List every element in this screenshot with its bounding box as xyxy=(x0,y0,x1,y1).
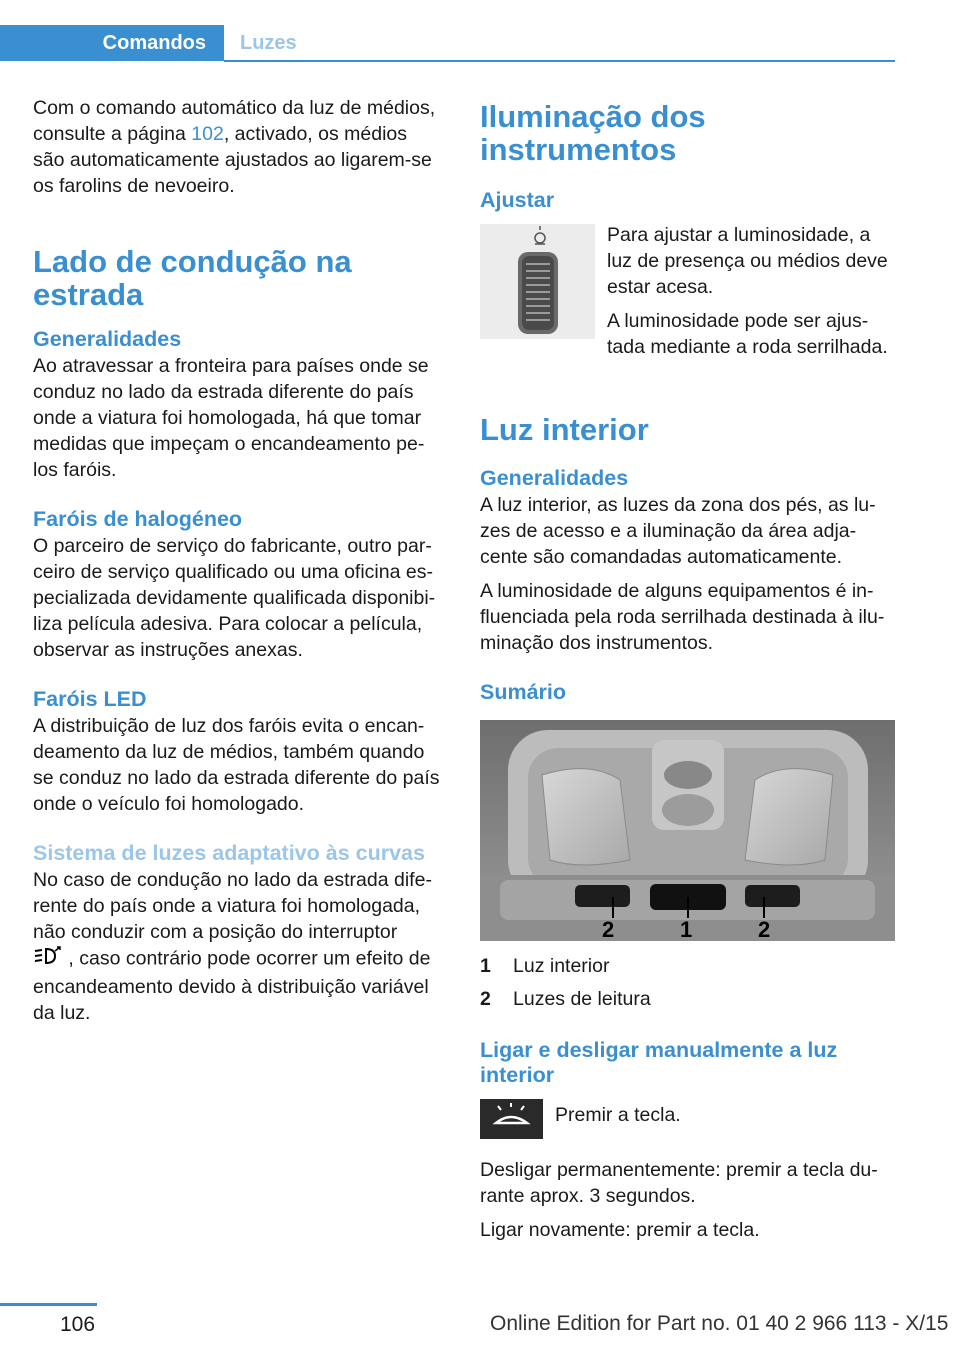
subheading-halogen: Faróis de halogéneo xyxy=(33,507,243,531)
subheading-generalidades: Generalidades xyxy=(33,327,182,351)
tab-comandos[interactable]: Comandos xyxy=(0,25,224,61)
adjust-block xyxy=(480,222,895,371)
left-column xyxy=(33,95,441,1037)
page-number: 106 xyxy=(60,1313,96,1336)
callout-right: 2 xyxy=(758,917,771,942)
manual-step xyxy=(480,1102,895,1139)
callout-center: 1 xyxy=(680,917,693,942)
header-tabs xyxy=(0,25,895,61)
subheading-ajustar: Ajustar xyxy=(480,188,555,212)
subheading-adaptive: Sistema de luzes adaptativo às curvas xyxy=(33,841,425,865)
intro-paragraph: Com o comando automático da luz de médios, consulte a página 102, activado, os médios são automaticamente ajustados ao ligarem-se os farolins de nevoeiro. xyxy=(33,97,436,197)
subheading-sumario: Sumário xyxy=(480,680,567,704)
section-heading-instruments: Iluminação dos instrumentos xyxy=(480,99,706,167)
page-link[interactable]: 102 xyxy=(191,123,224,145)
callout-left: 2 xyxy=(602,917,615,942)
header-rule xyxy=(224,60,895,62)
paragraph-generalidades: Ao atravessar a fronteira para países onde se conduz no lado da estrada diferente do país onde a viatura foi homologada, há que tomar medidas que impeçam o encandeamento pe‐los faróis. xyxy=(33,355,429,481)
interior-paragraph-1: A luz interior, as luzes da zona dos pés, as lu‐zes de acesso e a iluminação da área adja‐cente são comandadas automaticamente. xyxy=(480,494,876,568)
interior-paragraph-2: A luminosidade de alguns equipamentos é in‐fluenciada pela roda serrilhada destinada à ilu‐minação dos instrumentos. xyxy=(480,580,885,654)
footer-rule xyxy=(0,1303,97,1306)
adjust-paragraph-1: Para ajustar a luminosidade, a luz de presença ou médios deve estar acesa. xyxy=(607,224,888,298)
subheading-manual: Ligar e desligar manualmente a luz interior xyxy=(480,1038,838,1087)
edition-text: Online Edition for Part no. 01 40 2 966 113 - X/15 xyxy=(490,1312,949,1335)
off-paragraph: Desligar permanentemente: premir a tecla du‐rante aprox. 3 segundos. xyxy=(480,1159,878,1207)
adaptive-light-icon xyxy=(33,945,63,974)
tab-luzes[interactable]: Luzes xyxy=(240,32,297,54)
paragraph-adaptive: No caso de condução no lado da estrada dife‐rente do país onde a viatura foi homologada, não conduzir com a posição do interruptor , caso contrário pode ocorrer um efeito de encandeamento devido à distribuição variável da luz. xyxy=(33,869,432,1024)
subheading-led: Faróis LED xyxy=(33,687,147,711)
interior-light-button-icon xyxy=(480,1099,543,1139)
paragraph-halogen: O parceiro de serviço do fabricante, outro par‐ceiro de serviço qualificado ou uma oficina es‐pecializada devidamente qualificada disponibi‐liza película adesiva. Para colocar a película, observar as instruções anexas. xyxy=(33,535,436,661)
dimmer-wheel-image xyxy=(480,224,595,339)
legend-item: 1 Luz interior xyxy=(480,955,610,977)
manual-step-text: Premir a tecla. xyxy=(555,1104,681,1126)
section-heading-driving-side: Lado de condução na estrada xyxy=(33,244,352,312)
legend-item: 2 Luzes de leitura xyxy=(480,988,651,1010)
legend xyxy=(480,953,895,1012)
overhead-console-image xyxy=(480,720,895,941)
paragraph-led: A distribuição de luz dos faróis evita o encan‐deamento da luz de médios, também quando se conduz no lado da estrada diferente do país onde o veículo foi homologado. xyxy=(33,715,440,815)
section-heading-interior-light: Luz interior xyxy=(480,412,649,447)
right-column xyxy=(480,100,895,1254)
subheading-interior-general: Generalidades xyxy=(480,466,629,490)
adjust-paragraph-2: A luminosidade pode ser ajus‐tada mediante a roda serrilhada. xyxy=(607,310,888,358)
on-paragraph: Ligar novamente: premir a tecla. xyxy=(480,1219,760,1241)
